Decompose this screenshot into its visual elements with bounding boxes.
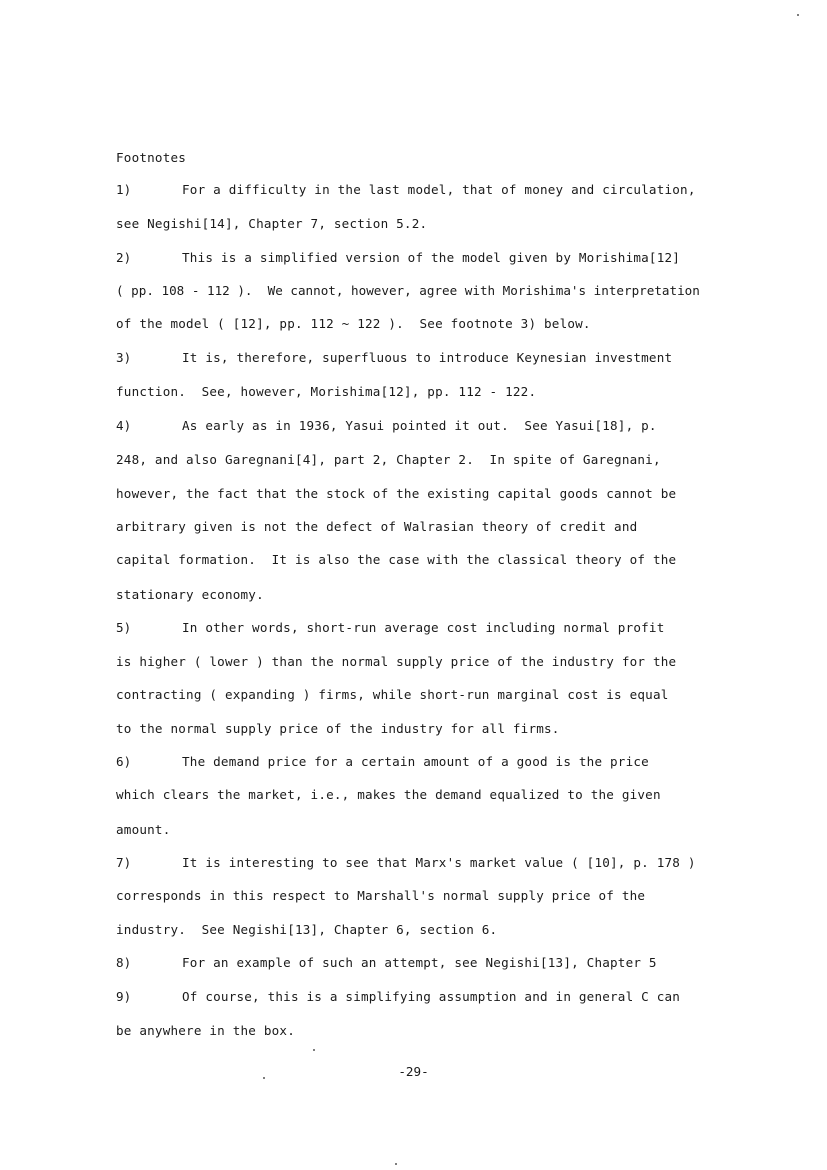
scan-speck (263, 1077, 265, 1079)
scan-speck (797, 14, 799, 16)
footnote-text-line: As early as in 1936, Yasui pointed it out. See Yasui[18], p. (182, 418, 657, 433)
page-number: -29- (398, 1064, 429, 1079)
footnote-text-line: industry. See Negishi[13], Chapter 6, section 6. (116, 922, 498, 937)
footnote-text-line: capital formation. It is also the case with the classical theory of the (116, 552, 677, 567)
footnote-text-line: stationary economy. (116, 587, 264, 602)
footnote-text-line: ( pp. 108 - 112 ). We cannot, however, agree with Morishima's interpretation (116, 283, 700, 298)
footnote-number: 6) (116, 754, 132, 769)
scan-speck (395, 1163, 397, 1165)
footnote-number: 3) (116, 350, 132, 365)
footnote-number: 4) (116, 418, 132, 433)
footnote-text-line: which clears the market, i.e., makes the demand equalized to the given (116, 787, 661, 802)
footnote-text-line: 248, and also Garegnani[4], part 2, Chapter 2. In spite of Garegnani, (116, 452, 661, 467)
footnote-text-line: Of course, this is a simplifying assumption and in general C can (182, 989, 681, 1004)
footnote-text-line: For an example of such an attempt, see Negishi[13], Chapter 5 (182, 955, 657, 970)
footnote-text-line: The demand price for a certain amount of a good is the price (182, 754, 649, 769)
footnote-text-line: to the normal supply price of the industry for all firms. (116, 721, 560, 736)
footnote-text-line: This is a simplified version of the model given by Morishima[12] (182, 250, 681, 265)
footnote-number: 5) (116, 620, 132, 635)
footnote-text-line: be anywhere in the box. (116, 1023, 295, 1038)
footnote-text-line: is higher ( lower ) than the normal supply price of the industry for the (116, 654, 677, 669)
footnote-text-line: It is interesting to see that Marx's market value ( [10], p. 178 ) (182, 855, 696, 870)
scan-speck (313, 1049, 315, 1051)
footnote-number: 2) (116, 250, 132, 265)
footnote-number: 8) (116, 955, 132, 970)
footnote-text-line: corresponds in this respect to Marshall's normal supply price of the (116, 888, 646, 903)
footnote-number: 7) (116, 855, 132, 870)
footnote-text-line: of the model ( [12], pp. 112 ~ 122 ). See footnote 3) below. (116, 316, 591, 331)
footnote-text-line: function. See, however, Morishima[12], pp. 112 - 122. (116, 384, 537, 399)
footnote-text-line: It is, therefore, superfluous to introduce Keynesian investment (182, 350, 673, 365)
footnote-text-line: contracting ( expanding ) firms, while short-run marginal cost is equal (116, 687, 669, 702)
footnote-text-line: arbitrary given is not the defect of Walrasian theory of credit and (116, 519, 638, 534)
footnote-text-line: For a difficulty in the last model, that of money and circulation, (182, 182, 696, 197)
footnote-text-line: however, the fact that the stock of the existing capital goods cannot be (116, 486, 677, 501)
footnotes-heading: Footnotes (116, 150, 187, 165)
footnote-text-line: see Negishi[14], Chapter 7, section 5.2. (116, 216, 428, 231)
footnote-number: 9) (116, 989, 132, 1004)
footnote-number: 1) (116, 182, 132, 197)
footnote-text-line: amount. (116, 822, 171, 837)
footnote-text-line: In other words, short-run average cost including normal profit (182, 620, 665, 635)
